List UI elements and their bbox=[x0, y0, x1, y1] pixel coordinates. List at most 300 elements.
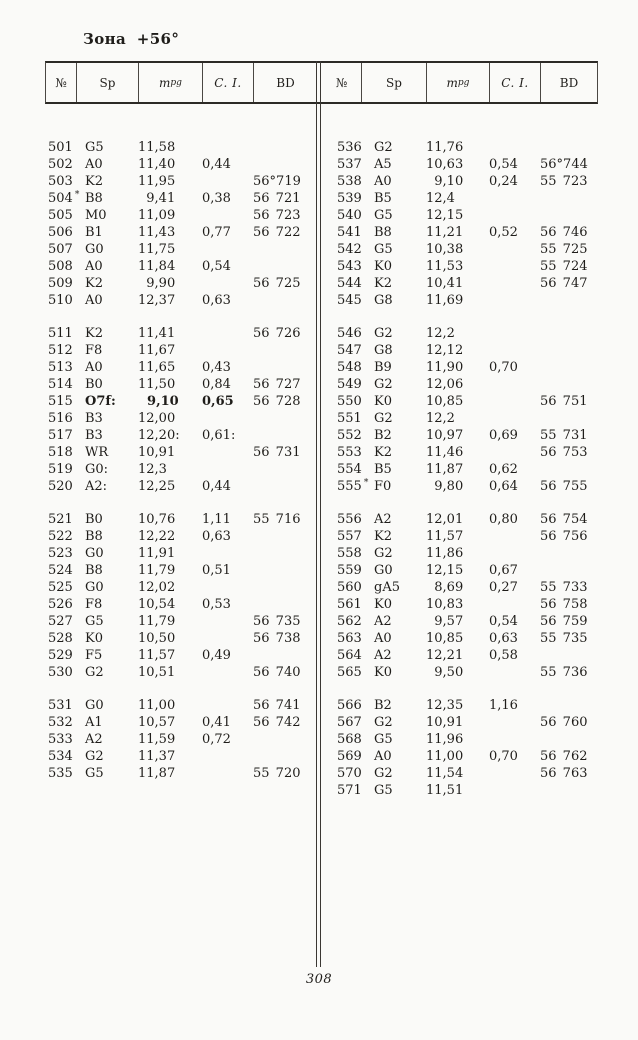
magnitude-pg: 11,90 bbox=[426, 360, 464, 375]
color-index bbox=[202, 579, 253, 596]
bd-designation: 55 733 bbox=[540, 580, 588, 595]
spectral-type: G2 bbox=[374, 715, 393, 730]
bd-designation: 56°719 bbox=[253, 174, 301, 189]
star-number: 556 bbox=[337, 512, 362, 527]
color-index bbox=[489, 410, 540, 427]
star-number: 523 bbox=[48, 546, 73, 561]
color-index: 0,51 bbox=[202, 563, 231, 578]
table-left-half bbox=[45, 139, 316, 967]
table-row bbox=[321, 275, 598, 292]
color-index bbox=[489, 731, 540, 748]
bd-designation: 56 742 bbox=[253, 715, 301, 730]
color-index: 0,58 bbox=[489, 648, 518, 663]
color-index bbox=[202, 664, 253, 681]
spectral-type: K2 bbox=[85, 276, 103, 291]
magnitude-pg: 11,87 bbox=[138, 766, 176, 781]
table-row bbox=[321, 647, 598, 664]
magnitude-pg: 10,76 bbox=[138, 512, 176, 527]
magnitude-pg: 11,65 bbox=[138, 360, 176, 375]
header-mpg-left: m pg bbox=[139, 63, 203, 102]
bd-designation: 55 724 bbox=[540, 259, 588, 274]
color-index: 0,44 bbox=[202, 157, 231, 172]
star-number: 530 bbox=[48, 665, 73, 680]
star-number: 532 bbox=[48, 715, 73, 730]
magnitude-pg: 12,20: bbox=[138, 428, 180, 443]
color-index: 0,72 bbox=[202, 732, 231, 747]
bd-designation bbox=[540, 410, 598, 427]
bd-designation: 55 723 bbox=[540, 174, 588, 189]
bd-designation: 56 754 bbox=[540, 512, 588, 527]
color-index bbox=[489, 376, 540, 393]
bd-designation: 56 762 bbox=[540, 749, 588, 764]
color-index: 0,62 bbox=[489, 462, 518, 477]
color-index: 0,63 bbox=[202, 529, 231, 544]
bd-designation: 56 747 bbox=[540, 276, 588, 291]
star-number: 562 bbox=[337, 614, 362, 629]
color-index: 0,63 bbox=[489, 631, 518, 646]
color-index: 0,80 bbox=[489, 512, 518, 527]
star-number: 568 bbox=[337, 732, 362, 747]
bd-designation bbox=[253, 478, 316, 495]
bd-designation: 56 758 bbox=[540, 597, 588, 612]
bd-designation bbox=[540, 325, 598, 342]
star-number: 552 bbox=[337, 428, 362, 443]
spectral-type: G0 bbox=[85, 546, 104, 561]
spectral-type: G0 bbox=[85, 580, 104, 595]
magnitude-pg: 9,41 bbox=[138, 191, 176, 206]
color-index: 0,70 bbox=[489, 360, 518, 375]
spectral-type: G8 bbox=[374, 343, 393, 358]
star-number: 526 bbox=[48, 597, 73, 612]
table-row bbox=[321, 562, 598, 579]
bd-designation: 56 755 bbox=[540, 479, 588, 494]
star-number: 541 bbox=[337, 225, 362, 240]
color-index: 0,38 bbox=[202, 191, 231, 206]
magnitude-pg: 10,63 bbox=[426, 157, 464, 172]
color-index: 0,63 bbox=[202, 293, 231, 308]
bd-designation bbox=[253, 139, 316, 156]
magnitude-pg: 11,91 bbox=[138, 546, 176, 561]
bd-designation bbox=[540, 647, 598, 664]
spectral-type: B1 bbox=[85, 225, 103, 240]
bd-designation bbox=[253, 545, 316, 562]
magnitude-pg: 10,83 bbox=[426, 597, 464, 612]
star-number: 501 bbox=[48, 140, 73, 155]
spectral-type: K0 bbox=[374, 665, 392, 680]
star-number: 534 bbox=[48, 749, 73, 764]
header-mpg-right: m pg bbox=[427, 63, 490, 102]
star-number: 550 bbox=[337, 394, 362, 409]
spectral-type: G5 bbox=[85, 614, 104, 629]
bd-designation bbox=[540, 731, 598, 748]
spectral-type: B0 bbox=[85, 377, 103, 392]
spectral-type: A0 bbox=[374, 749, 392, 764]
color-index: 0,64 bbox=[489, 479, 518, 494]
star-number: 537 bbox=[337, 157, 362, 172]
magnitude-pg: 9,50 bbox=[426, 665, 464, 680]
color-index: 0,54 bbox=[489, 614, 518, 629]
spectral-type: G2 bbox=[374, 326, 393, 341]
spectral-type: B5 bbox=[374, 191, 392, 206]
bd-designation bbox=[253, 647, 316, 664]
star-number: 559 bbox=[337, 563, 362, 578]
table-row bbox=[45, 630, 316, 647]
magnitude-pg: 11,84 bbox=[138, 259, 176, 274]
spectral-type: F8 bbox=[85, 597, 103, 612]
spectral-type: G0 bbox=[85, 698, 104, 713]
color-index bbox=[489, 207, 540, 224]
star-number: 548 bbox=[337, 360, 362, 375]
spectral-type: A2 bbox=[85, 732, 103, 747]
spectral-type: K0 bbox=[374, 259, 392, 274]
color-index bbox=[202, 630, 253, 647]
color-index: 0,52 bbox=[489, 225, 518, 240]
table-row bbox=[45, 461, 316, 478]
bd-designation: 56 746 bbox=[540, 225, 588, 240]
bd-designation bbox=[253, 596, 316, 613]
magnitude-pg: 10,38 bbox=[426, 242, 464, 257]
magnitude-pg: 12,12 bbox=[426, 343, 464, 358]
spectral-type: A0 bbox=[374, 174, 392, 189]
table-row bbox=[45, 647, 316, 664]
table-row bbox=[45, 579, 316, 596]
star-number: 557 bbox=[337, 529, 362, 544]
table-row bbox=[321, 630, 598, 647]
star-number: 547 bbox=[337, 343, 362, 358]
color-index: 0,70 bbox=[489, 749, 518, 764]
bd-designation bbox=[253, 292, 316, 309]
table-row bbox=[321, 714, 598, 731]
table-row bbox=[45, 748, 316, 765]
spectral-type: B2 bbox=[374, 698, 392, 713]
color-index: 1,16 bbox=[489, 698, 518, 713]
spectral-type: F0 bbox=[374, 479, 392, 494]
bd-designation: 56 726 bbox=[253, 326, 301, 341]
table-row bbox=[45, 613, 316, 630]
color-index: 0,67 bbox=[489, 563, 518, 578]
bd-designation bbox=[253, 410, 316, 427]
asterisk-marker: * bbox=[74, 189, 80, 200]
magnitude-pg: 11,58 bbox=[138, 140, 176, 155]
spectral-type: K0 bbox=[374, 597, 392, 612]
table-row bbox=[321, 545, 598, 562]
magnitude-pg: 10,57 bbox=[138, 715, 176, 730]
table-row bbox=[45, 173, 316, 190]
magnitude-pg: 11,50 bbox=[138, 377, 176, 392]
magnitude-pg: 10,97 bbox=[426, 428, 464, 443]
star-number: 555 * bbox=[337, 477, 369, 494]
spectral-type: F8 bbox=[85, 343, 103, 358]
table-row bbox=[45, 596, 316, 613]
bd-designation: 56 725 bbox=[253, 276, 301, 291]
header-ci-left: C. I. bbox=[203, 63, 254, 102]
spectral-type: A2: bbox=[85, 479, 108, 494]
star-number: 502 bbox=[48, 157, 73, 172]
magnitude-pg: 12,15 bbox=[426, 563, 464, 578]
magnitude-pg: 9,90 bbox=[138, 276, 176, 291]
star-number: 561 bbox=[337, 597, 362, 612]
magnitude-pg: 11,95 bbox=[138, 174, 176, 189]
spectral-type: A2 bbox=[374, 614, 392, 629]
color-index bbox=[489, 393, 540, 410]
header-mpg-main: m bbox=[446, 75, 458, 90]
star-number: 544 bbox=[337, 276, 362, 291]
table-row bbox=[321, 461, 598, 478]
bd-designation bbox=[540, 545, 598, 562]
header-mpg-main: m bbox=[159, 75, 171, 90]
star-number: 509 bbox=[48, 276, 73, 291]
bd-designation: 55 725 bbox=[540, 242, 588, 257]
color-index: 0,44 bbox=[202, 479, 231, 494]
row-group bbox=[45, 325, 316, 495]
bd-designation: 55 716 bbox=[253, 512, 301, 527]
bd-designation: 56 735 bbox=[253, 614, 301, 629]
magnitude-pg: 11,86 bbox=[426, 546, 464, 561]
bd-designation bbox=[253, 342, 316, 359]
magnitude-pg: 11,21 bbox=[426, 225, 464, 240]
color-index bbox=[202, 207, 253, 224]
bd-designation bbox=[540, 359, 598, 376]
color-index bbox=[489, 342, 540, 359]
table-row bbox=[45, 511, 316, 528]
bd-designation: 55 736 bbox=[540, 665, 588, 680]
magnitude-pg: 12,2 bbox=[426, 326, 455, 341]
star-number: 545 bbox=[337, 293, 362, 308]
color-index bbox=[202, 275, 253, 292]
bd-designation: 56 723 bbox=[253, 208, 301, 223]
bd-designation: 56 759 bbox=[540, 614, 588, 629]
star-number: 553 bbox=[337, 445, 362, 460]
magnitude-pg: 12,37 bbox=[138, 293, 176, 308]
magnitude-pg: 11,79 bbox=[138, 563, 176, 578]
spectral-type: B8 bbox=[85, 529, 103, 544]
bd-designation bbox=[253, 528, 316, 545]
table-row bbox=[321, 342, 598, 359]
bd-designation: 55 720 bbox=[253, 766, 301, 781]
magnitude-pg: 12,22 bbox=[138, 529, 176, 544]
star-number: 551 bbox=[337, 411, 362, 426]
spectral-type: A0 bbox=[85, 157, 103, 172]
spectral-type: A0 bbox=[85, 360, 103, 375]
magnitude-pg: 11,53 bbox=[426, 259, 464, 274]
spectral-type: K2 bbox=[374, 445, 392, 460]
spectral-type: G2 bbox=[374, 411, 393, 426]
header-num-left: № bbox=[46, 63, 77, 102]
spectral-type: G2 bbox=[85, 749, 104, 764]
header-sp-right: Sp bbox=[362, 63, 427, 102]
bd-designation: 55 735 bbox=[540, 631, 588, 646]
magnitude-pg: 11,43 bbox=[138, 225, 176, 240]
star-number: 525 bbox=[48, 580, 73, 595]
star-number: 519 bbox=[48, 462, 73, 477]
magnitude-pg: 12,2 bbox=[426, 411, 455, 426]
bd-designation: 56°744 bbox=[540, 157, 588, 172]
magnitude-pg: 11,54 bbox=[426, 766, 464, 781]
table-row bbox=[45, 139, 316, 156]
magnitude-pg: 12,35 bbox=[426, 698, 464, 713]
magnitude-pg: 11,87 bbox=[426, 462, 464, 477]
bd-designation bbox=[540, 461, 598, 478]
table-row bbox=[321, 579, 598, 596]
color-index bbox=[202, 748, 253, 765]
header-sp-left: Sp bbox=[77, 63, 139, 102]
magnitude-pg: 12,00 bbox=[138, 411, 176, 426]
color-index bbox=[202, 545, 253, 562]
asterisk-marker: * bbox=[363, 477, 369, 488]
spectral-type: G5 bbox=[374, 783, 393, 798]
magnitude-pg: 11,67 bbox=[138, 343, 176, 358]
row-group bbox=[321, 511, 598, 681]
magnitude-pg: 10,54 bbox=[138, 597, 176, 612]
row-group bbox=[45, 697, 316, 782]
magnitude-pg: 12,01 bbox=[426, 512, 464, 527]
spectral-type: WR bbox=[85, 445, 109, 460]
spectral-type: G2 bbox=[85, 665, 104, 680]
table-row bbox=[45, 427, 316, 444]
magnitude-pg: 11,00 bbox=[138, 698, 176, 713]
row-group bbox=[321, 697, 598, 799]
color-index bbox=[489, 664, 540, 681]
color-index bbox=[489, 139, 540, 156]
magnitude-pg: 11,00 bbox=[426, 749, 464, 764]
center-double-rule bbox=[316, 61, 321, 967]
spectral-type: G0 bbox=[374, 563, 393, 578]
bd-designation bbox=[540, 782, 598, 799]
spectral-type: B8 bbox=[85, 563, 103, 578]
color-index: 0,61: bbox=[202, 428, 236, 443]
table-row bbox=[45, 190, 316, 207]
page-number: 308 bbox=[305, 972, 333, 987]
star-number: 508 bbox=[48, 259, 73, 274]
spectral-type: B8 bbox=[85, 191, 103, 206]
table-row bbox=[321, 596, 598, 613]
row-group bbox=[45, 511, 316, 681]
spectral-type: K0 bbox=[85, 631, 103, 646]
star-number: 554 bbox=[337, 462, 362, 477]
star-number: 528 bbox=[48, 631, 73, 646]
table-row bbox=[321, 664, 598, 681]
color-index: 0,77 bbox=[202, 225, 231, 240]
color-index bbox=[202, 325, 253, 342]
spectral-type: M0 bbox=[85, 208, 107, 223]
table-row bbox=[45, 697, 316, 714]
row-group bbox=[45, 139, 316, 309]
table-row bbox=[321, 139, 598, 156]
table-row bbox=[321, 410, 598, 427]
color-index: 0,54 bbox=[202, 259, 231, 274]
color-index bbox=[489, 765, 540, 782]
star-number: 512 bbox=[48, 343, 73, 358]
magnitude-pg: 11,51 bbox=[426, 783, 464, 798]
color-index: 0,54 bbox=[489, 157, 518, 172]
table-row bbox=[321, 748, 598, 765]
star-number: 510 bbox=[48, 293, 73, 308]
spectral-type: A0 bbox=[85, 259, 103, 274]
magnitude-pg: 10,85 bbox=[426, 631, 464, 646]
magnitude-pg: 11,57 bbox=[426, 529, 464, 544]
spectral-type: B3 bbox=[85, 428, 103, 443]
star-number: 527 bbox=[48, 614, 73, 629]
spectral-type: G0 bbox=[85, 242, 104, 257]
spectral-type: gA5 bbox=[374, 580, 400, 595]
bd-designation: 56 738 bbox=[253, 631, 301, 646]
table-row bbox=[45, 765, 316, 782]
color-index: 0,49 bbox=[202, 648, 231, 663]
spectral-type: G2 bbox=[374, 766, 393, 781]
magnitude-pg: 11,57 bbox=[138, 648, 176, 663]
color-index bbox=[489, 444, 540, 461]
star-number: 558 bbox=[337, 546, 362, 561]
spectral-type: G5 bbox=[374, 208, 393, 223]
table-row bbox=[45, 258, 316, 275]
star-number: 522 bbox=[48, 529, 73, 544]
table-row bbox=[45, 393, 316, 410]
bd-designation bbox=[540, 292, 598, 309]
star-number: 567 bbox=[337, 715, 362, 730]
bd-designation: 56 740 bbox=[253, 665, 301, 680]
table-row bbox=[321, 782, 598, 799]
spectral-type: A0 bbox=[85, 293, 103, 308]
table-row bbox=[45, 562, 316, 579]
color-index bbox=[202, 342, 253, 359]
header-num-right: № bbox=[322, 63, 362, 102]
magnitude-pg: 9,10 bbox=[426, 174, 464, 189]
star-number: 569 bbox=[337, 749, 362, 764]
magnitude-pg: 9,80 bbox=[426, 479, 464, 494]
header-ci-right: C. I. bbox=[490, 63, 541, 102]
color-index: 0,69 bbox=[489, 428, 518, 443]
magnitude-pg: 10,41 bbox=[426, 276, 464, 291]
table-row bbox=[321, 376, 598, 393]
star-number: 504 * bbox=[48, 189, 80, 206]
table-row bbox=[321, 697, 598, 714]
color-index bbox=[489, 292, 540, 309]
bd-designation bbox=[253, 562, 316, 579]
bd-designation bbox=[253, 427, 316, 444]
color-index bbox=[202, 697, 253, 714]
bd-designation: 56 721 bbox=[253, 191, 301, 206]
magnitude-pg: 12,21 bbox=[426, 648, 464, 663]
table-row bbox=[45, 714, 316, 731]
table-row bbox=[321, 241, 598, 258]
spectral-type: G5 bbox=[85, 140, 104, 155]
star-number: 533 bbox=[48, 732, 73, 747]
spectral-type: F5 bbox=[85, 648, 103, 663]
bd-designation bbox=[540, 342, 598, 359]
spectral-type: K2 bbox=[374, 529, 392, 544]
table-row bbox=[321, 765, 598, 782]
table-row bbox=[321, 478, 598, 495]
bd-designation: 55 731 bbox=[540, 428, 588, 443]
bd-designation: 56 756 bbox=[540, 529, 588, 544]
table-row bbox=[45, 545, 316, 562]
table-row bbox=[45, 410, 316, 427]
spectral-type: K0 bbox=[374, 394, 392, 409]
bd-designation: 56 722 bbox=[253, 225, 301, 240]
star-number: 503 bbox=[48, 174, 73, 189]
magnitude-pg: 12,02 bbox=[138, 580, 176, 595]
table-row bbox=[321, 427, 598, 444]
spectral-type: G2 bbox=[374, 546, 393, 561]
bd-designation bbox=[540, 376, 598, 393]
magnitude-pg: 11,09 bbox=[138, 208, 176, 223]
bd-designation bbox=[253, 748, 316, 765]
spectral-type: K2 bbox=[85, 174, 103, 189]
magnitude-pg: 11,76 bbox=[426, 140, 464, 155]
bd-designation bbox=[540, 190, 598, 207]
star-number: 511 bbox=[48, 326, 73, 341]
magnitude-pg: 10,91 bbox=[138, 445, 176, 460]
